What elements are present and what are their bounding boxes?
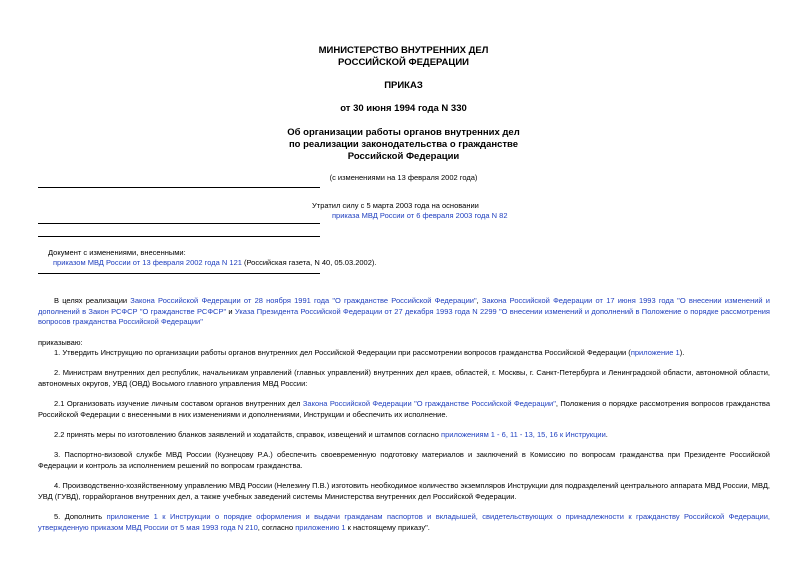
item-5-text: 5. Дополнить: [54, 512, 107, 521]
item-5-end: к настоящему приказу".: [345, 522, 430, 532]
item-2-1: [38, 399, 770, 420]
appendix-1-link-2[interactable]: приложению 1: [295, 522, 346, 532]
ministry-line-2: РОССИЙСКОЙ ФЕДЕРАЦИИ: [337, 57, 469, 68]
item-2-1-text: 2.1 Организовать изучение личным составом органов внутренних дел: [54, 399, 303, 408]
revision-line: [53, 258, 376, 268]
law-link-1993[interactable]: Закона Российской Федерации от 17 июня 1993 года "О внесении изменений и дополнений в Закон РСФСР "О гражданстве РСФСР": [38, 296, 770, 316]
doc-date-number: от 30 июня 1994 года N 330: [340, 103, 467, 114]
doc-title-line-2: по реализации законодательства о гражданстве: [288, 139, 519, 150]
expired-text: Утратил силу с 5 марта 2003 года на основании: [312, 201, 479, 210]
decree-link-1993[interactable]: Указа Президента Российской Федерации от 27 декабря 1993 года N 2299 "О внесении изменений и дополнений в Положение о порядке рассмотрения вопросов гражданства Российской Федерации": [38, 306, 770, 327]
divider: [38, 187, 320, 188]
item-1: [38, 348, 770, 359]
doc-title-line-3: Российской Федерации: [347, 151, 460, 162]
item-2: 2. Министрам внутренних дел республик, начальникам управлений (главных управлений) внутренних дел краев, областей, г. Москвы, г. Санкт-Петербурга и Ленинградской области, автономной области, автономных округов, УВД (ОВД) Восьмого главного управления МВД России:: [38, 368, 770, 388]
preamble-text: В целях реализации: [54, 296, 131, 305]
item-5-mid: , согласно: [257, 522, 296, 532]
appendices-link[interactable]: приложениям 1 - 6, 11 - 13, 15, 16 к Инструкции: [441, 430, 606, 439]
item-4: 4. Производственно-хозяйственному управлению МВД России (Нелезину П.В.) изготовить необходимое количество экземпляров Инструкции для подразделений центрального аппарата МВД России, МВД, УВД (ГУВД), горрайорганов внутренних дел, а также учебных заведений системы Министерства внутренних дел Российской Федерации.: [38, 481, 770, 501]
law-link-1991[interactable]: Закона Российской Федерации от 28 ноября 1991 года "О гражданстве Российской Федерации": [130, 296, 477, 305]
expired-order-link[interactable]: приказа МВД России от 6 февраля 2003 года N 82: [332, 211, 508, 220]
ministry-line-1: МИНИСТЕРСТВО ВНУТРЕННИХ ДЕЛ: [318, 45, 489, 56]
amendments-note: (с изменениями на 13 февраля 2002 года): [329, 173, 478, 182]
item-2-2-text: 2.2 принять меры по изготовлению бланков заявлений и ходатайств, справок, извещений и штампов согласно: [54, 430, 442, 439]
doc-title-line-1: Об организации работы органов внутренних дел: [287, 127, 520, 138]
preamble-paragraph: [38, 296, 770, 328]
doc-type: ПРИКАЗ: [384, 80, 423, 91]
item-2-1-end: , Положения о порядке рассмотрения вопросов гражданства Российской Федерации с внесенными в них изменениями и дополнениями, Инструкции и обеспечить их исполнение.: [38, 399, 770, 419]
preamble-text: и: [226, 306, 235, 316]
divider: [38, 236, 320, 237]
appendix-1-link[interactable]: приложение 1: [630, 348, 680, 357]
item-5: [38, 512, 770, 533]
divider: [38, 223, 320, 224]
divider: [38, 273, 320, 274]
revision-source: (Российская газета, N 40, 05.03.2002).: [241, 258, 377, 267]
preamble-text: ,: [476, 296, 482, 305]
revision-order-link[interactable]: приказом МВД России от 13 февраля 2002 года N 121: [53, 258, 242, 267]
item-1-end: ).: [679, 348, 685, 357]
citizenship-law-link[interactable]: Закона Российской Федерации "О гражданстве Российской Федерации": [302, 399, 556, 408]
item-2-2-end: .: [605, 430, 608, 439]
item-1-text: 1. Утвердить Инструкцию по организации работы органов внутренних дел Российской Федерации при рассмотрении вопросов гражданства Российской Федерации (: [54, 348, 631, 357]
item-3: 3. Паспортно-визовой службе МВД России (Кузнецову Р.А.) обеспечить своевременную подготовку материалов и заключений в Комиссию по вопросам гражданства при Президенте Российской Федерации и контроль за исполнением решений по вопросам гражданства.: [38, 450, 770, 470]
item-2-2: [38, 430, 770, 441]
revision-label: Документ с изменениями, внесенными:: [48, 248, 186, 257]
passport-instruction-link[interactable]: приложение 1 к Инструкции о порядке оформления и выдачи гражданам паспортов и вкладышей, свидетельствующих о принадлежности к гражданству Российской Федерации, утвержденную приказом МВД России от 5 мая 1993 года N 210: [38, 512, 771, 532]
order-word: приказываю:: [38, 338, 83, 347]
